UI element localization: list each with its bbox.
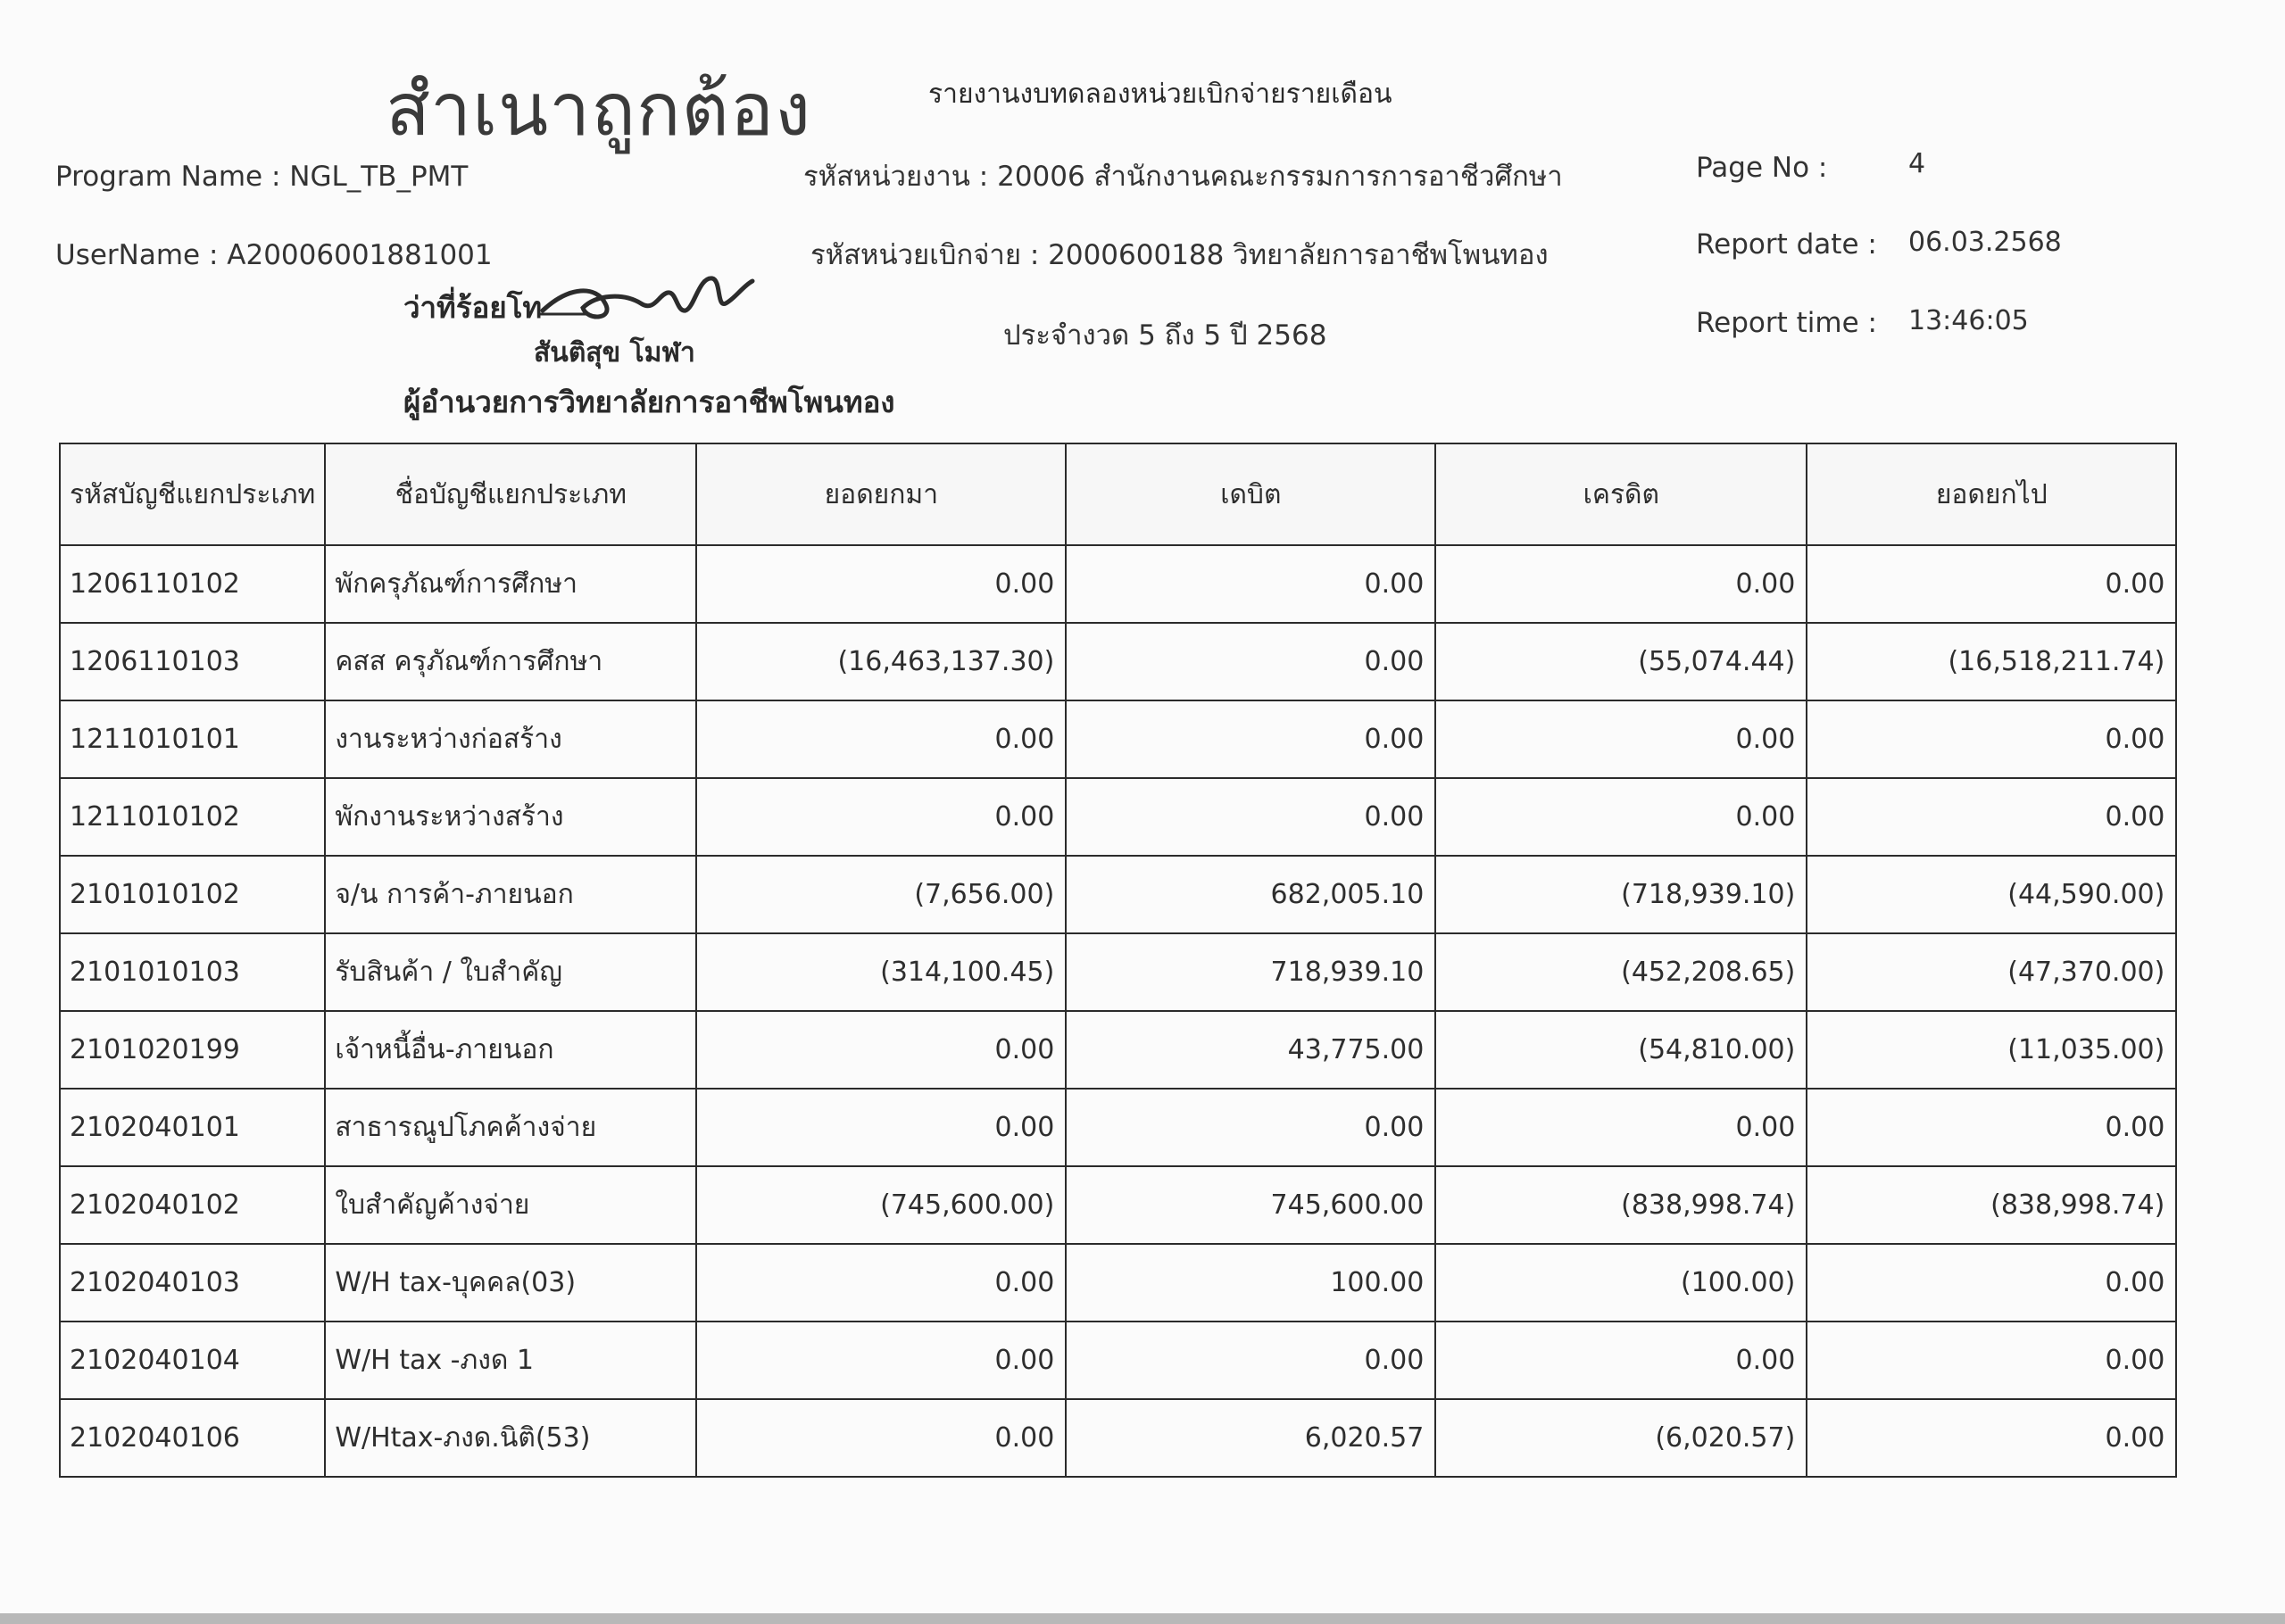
- cell-account-name: W/Htax-ภงด.นิติ(53): [325, 1399, 696, 1477]
- cell-account-code: 2102040104: [60, 1322, 325, 1399]
- cell-credit: (55,074.44): [1435, 623, 1807, 700]
- cell-account-code: 1211010101: [60, 700, 325, 778]
- cell-brought-forward: 0.00: [696, 1399, 1066, 1477]
- cell-credit: 0.00: [1435, 545, 1807, 623]
- cell-debit: 0.00: [1066, 545, 1435, 623]
- cell-account-code: 2102040103: [60, 1244, 325, 1322]
- table-row: [60, 1322, 2176, 1399]
- program-name-label: Program Name :: [55, 161, 281, 193]
- cell-carried-forward: (11,035.00): [1807, 1011, 2176, 1089]
- cell-account-name: ใบสำคัญค้างจ่าย: [325, 1166, 696, 1244]
- cell-account-name: เจ้าหนี้อื่น-ภายนอก: [325, 1011, 696, 1089]
- cell-debit: 718,939.10: [1066, 933, 1435, 1011]
- cell-credit: 0.00: [1435, 700, 1807, 778]
- table-row: [60, 545, 2176, 623]
- table-row: [60, 1089, 2176, 1166]
- scan-bottom-edge: [0, 1613, 2285, 1624]
- cell-account-code: 2101020199: [60, 1011, 325, 1089]
- cell-account-code: 1206110102: [60, 545, 325, 623]
- cell-account-name: งานระหว่างก่อสร้าง: [325, 700, 696, 778]
- table-row: [60, 1399, 2176, 1477]
- cell-carried-forward: 0.00: [1807, 700, 2176, 778]
- table-row: [60, 700, 2176, 778]
- cell-carried-forward: (838,998.74): [1807, 1166, 2176, 1244]
- header-account-code: รหัสบัญชีแยกประเภท: [60, 443, 325, 545]
- report-date-value: 06.03.2568: [1908, 227, 2062, 258]
- header-carried-forward: ยอดยกไป: [1807, 443, 2176, 545]
- user-name-label: UserName :: [55, 239, 219, 271]
- cell-carried-forward: (16,518,211.74): [1807, 623, 2176, 700]
- signer-rank: ว่าที่ร้อยโท: [403, 290, 543, 325]
- report-date-label: Report date :: [1696, 228, 1877, 261]
- cell-brought-forward: 0.00: [696, 545, 1066, 623]
- cell-account-name: W/H tax-บุคคล(03): [325, 1244, 696, 1322]
- signer-name: สันติสุข โมฬา: [534, 337, 695, 369]
- program-name-value: NGL_TB_PMT: [289, 161, 469, 193]
- cell-brought-forward: (16,463,137.30): [696, 623, 1066, 700]
- trial-balance-table: [59, 443, 2177, 1478]
- table-row: [60, 1244, 2176, 1322]
- cell-brought-forward: (745,600.00): [696, 1166, 1066, 1244]
- header-debit: เดบิต: [1066, 443, 1435, 545]
- cell-account-code: 2102040101: [60, 1089, 325, 1166]
- cell-account-name: คสส ครุภัณฑ์การศึกษา: [325, 623, 696, 700]
- page-no-value: 4: [1908, 148, 1926, 179]
- cell-brought-forward: (7,656.00): [696, 856, 1066, 933]
- cell-account-code: 2101010102: [60, 856, 325, 933]
- user-name-value: A20006001881001: [227, 239, 493, 271]
- cell-account-name: W/H tax -ภงด 1: [325, 1322, 696, 1399]
- page-no-label: Page No :: [1696, 152, 1828, 184]
- cell-account-code: 1206110103: [60, 623, 325, 700]
- cell-carried-forward: 0.00: [1807, 1322, 2176, 1399]
- cell-account-code: 2102040102: [60, 1166, 325, 1244]
- cell-account-code: 2102040106: [60, 1399, 325, 1477]
- agency-code: รหัสหน่วยงาน : 20006 สำนักงานคณะกรรมการการอาชีวศึกษา: [803, 161, 1563, 193]
- cell-brought-forward: 0.00: [696, 700, 1066, 778]
- cell-credit: (718,939.10): [1435, 856, 1807, 933]
- cell-account-name: พักงานระหว่างสร้าง: [325, 778, 696, 856]
- report-title: รายงานงบทดลองหน่วยเบิกจ่ายรายเดือน: [928, 79, 1392, 110]
- report-time-value: 13:46:05: [1908, 305, 2029, 336]
- cell-account-name: รับสินค้า / ใบสำคัญ: [325, 933, 696, 1011]
- cell-carried-forward: 0.00: [1807, 545, 2176, 623]
- report-time-label: Report time :: [1696, 307, 1877, 339]
- cell-carried-forward: 0.00: [1807, 1399, 2176, 1477]
- cell-carried-forward: (47,370.00): [1807, 933, 2176, 1011]
- cell-carried-forward: 0.00: [1807, 1244, 2176, 1322]
- cell-debit: 745,600.00: [1066, 1166, 1435, 1244]
- cell-account-code: 1211010102: [60, 778, 325, 856]
- cell-brought-forward: 0.00: [696, 1089, 1066, 1166]
- cell-debit: 0.00: [1066, 778, 1435, 856]
- cell-credit: 0.00: [1435, 1089, 1807, 1166]
- cell-credit: (452,208.65): [1435, 933, 1807, 1011]
- cell-debit: 0.00: [1066, 700, 1435, 778]
- cell-debit: 0.00: [1066, 623, 1435, 700]
- table-row: [60, 1011, 2176, 1089]
- cell-account-name: จ/น การค้า-ภายนอก: [325, 856, 696, 933]
- cell-debit: 0.00: [1066, 1089, 1435, 1166]
- certified-copy-stamp: สำเนาถูกต้อง: [386, 68, 812, 153]
- cell-carried-forward: 0.00: [1807, 1089, 2176, 1166]
- cell-brought-forward: (314,100.45): [696, 933, 1066, 1011]
- cell-credit: (100.00): [1435, 1244, 1807, 1322]
- table-row: [60, 856, 2176, 933]
- cell-credit: (6,020.57): [1435, 1399, 1807, 1477]
- cell-debit: 0.00: [1066, 1322, 1435, 1399]
- signer-position: ผู้อำนวยการวิทยาลัยการอาชีพโพนทอง: [403, 385, 895, 419]
- cell-account-name: สาธารณูปโภคค้างจ่าย: [325, 1089, 696, 1166]
- table-row: [60, 623, 2176, 700]
- cell-debit: 43,775.00: [1066, 1011, 1435, 1089]
- table-row: [60, 933, 2176, 1011]
- cell-brought-forward: 0.00: [696, 1244, 1066, 1322]
- cell-brought-forward: 0.00: [696, 778, 1066, 856]
- user-name: [55, 239, 493, 271]
- cell-credit: (838,998.74): [1435, 1166, 1807, 1244]
- table-header-row: [60, 443, 2176, 545]
- cell-carried-forward: 0.00: [1807, 778, 2176, 856]
- cell-credit: (54,810.00): [1435, 1011, 1807, 1089]
- cell-debit: 6,020.57: [1066, 1399, 1435, 1477]
- cell-brought-forward: 0.00: [696, 1322, 1066, 1399]
- cell-carried-forward: (44,590.00): [1807, 856, 2176, 933]
- handwritten-signature: [534, 268, 766, 334]
- program-name: [55, 161, 468, 193]
- cell-debit: 682,005.10: [1066, 856, 1435, 933]
- cell-credit: 0.00: [1435, 1322, 1807, 1399]
- cell-brought-forward: 0.00: [696, 1011, 1066, 1089]
- header-brought-forward: ยอดยกมา: [696, 443, 1066, 545]
- cell-credit: 0.00: [1435, 778, 1807, 856]
- header-account-name: ชื่อบัญชีแยกประเภท: [325, 443, 696, 545]
- table-row: [60, 778, 2176, 856]
- cell-debit: 100.00: [1066, 1244, 1435, 1322]
- report-period: ประจำงวด 5 ถึง 5 ปี 2568: [1003, 319, 1327, 352]
- table-row: [60, 1166, 2176, 1244]
- disbursing-unit-code: รหัสหน่วยเบิกจ่าย : 2000600188 วิทยาลัยการอาชีพโพนทอง: [810, 239, 1549, 271]
- cell-account-name: พักครุภัณฑ์การศึกษา: [325, 545, 696, 623]
- cell-account-code: 2101010103: [60, 933, 325, 1011]
- header-credit: เครดิต: [1435, 443, 1807, 545]
